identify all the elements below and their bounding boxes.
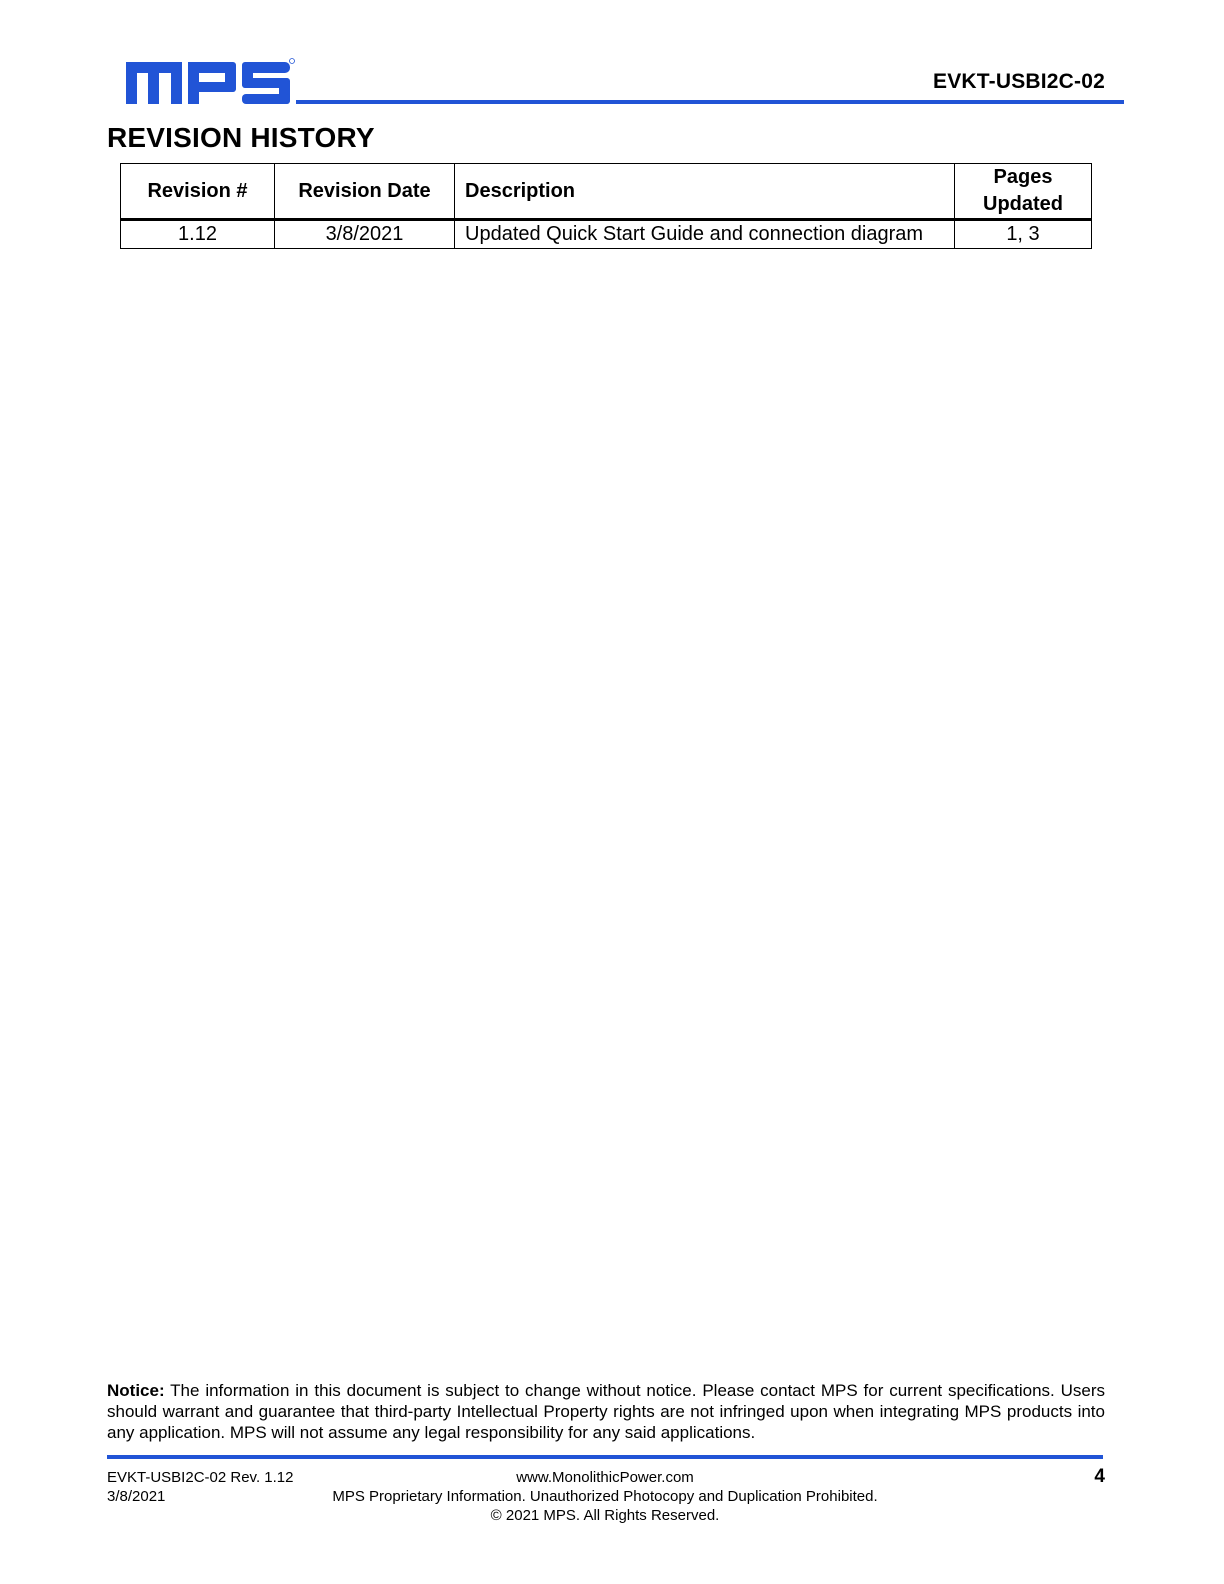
section-title: REVISION HISTORY	[107, 122, 375, 153]
cell-pages-updated: 1, 3	[955, 220, 1092, 249]
notice-label: Notice:	[107, 1381, 165, 1400]
mps-logo	[124, 56, 296, 108]
footer-proprietary-notice: MPS Proprietary Information. Unauthorized Photocopy and Duplication Prohibited.	[332, 1488, 878, 1505]
cell-revision: 1.12	[121, 220, 275, 249]
footer-copyright: © 2021 MPS. All Rights Reserved.	[490, 1507, 720, 1524]
cell-revision-date: 3/8/2021	[275, 220, 455, 249]
column-header-description: Description	[455, 164, 955, 220]
footer-date: 3/8/2021	[107, 1488, 166, 1505]
column-header-revision: Revision #	[121, 164, 275, 220]
column-header-revision-date: Revision Date	[275, 164, 455, 220]
footer-doc-revision: EVKT-USBI2C-02 Rev. 1.12	[107, 1469, 294, 1486]
legal-notice	[107, 1380, 1105, 1443]
column-header-pages-updated: Pages Updated	[955, 164, 1092, 220]
footer-rule	[107, 1455, 1103, 1459]
cell-description: Updated Quick Start Guide and connection diagram	[455, 220, 955, 249]
revision-history-table	[120, 163, 1092, 249]
page-number: 4	[1094, 1466, 1105, 1487]
notice-text: The information in this document is subject to change without notice. Please contact MPS for current specifications. Users should warrant and guarantee that third-party Intellectual Property rights are not infringed upon when integrating MPS products into any application. MPS will not assume any legal responsibility for any said applications.	[107, 1381, 1105, 1442]
table-header-row	[121, 164, 1092, 220]
footer-center	[240, 1468, 970, 1525]
document-id: EVKT-USBI2C-02	[932, 70, 1105, 93]
table-row	[121, 220, 1092, 249]
header-rule	[296, 100, 1124, 104]
footer-website: www.MonolithicPower.com	[516, 1469, 694, 1486]
